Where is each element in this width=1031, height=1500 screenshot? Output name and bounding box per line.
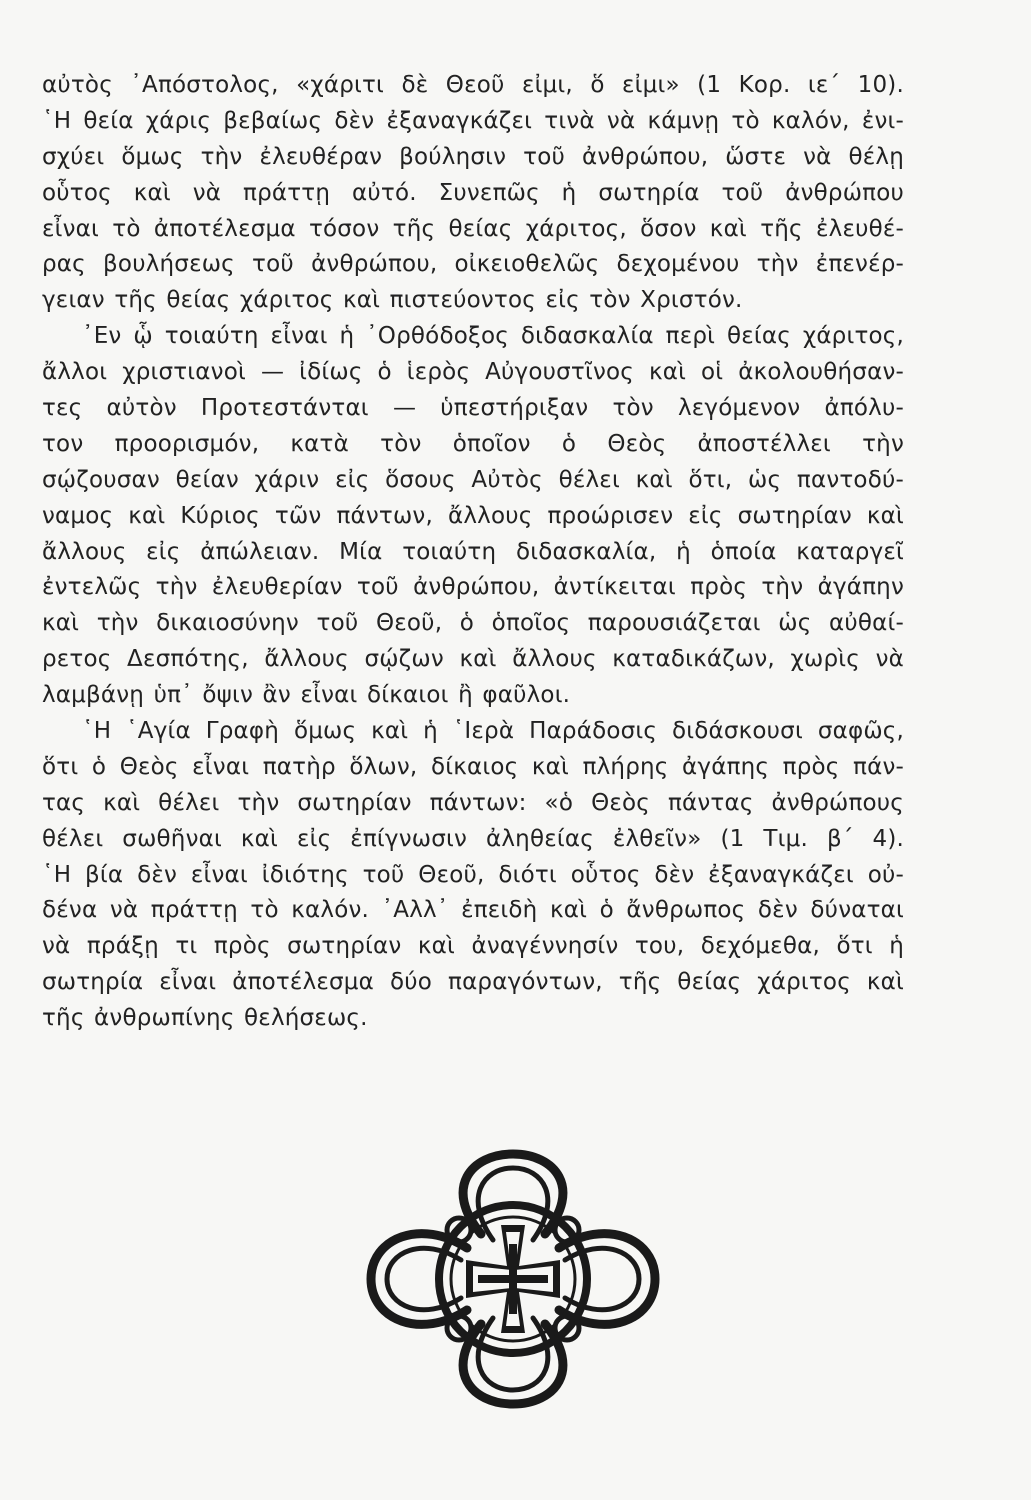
body-text [42, 68, 904, 1037]
text-line: τῆς ἀνθρωπίνης θελήσεως. [42, 1005, 368, 1032]
text-line: ῾Η ῾Αγία Γραφὴ ὅμως καὶ ἡ ῾Ιερὰ Παράδοσις διδάσκουσι σαφῶς, [82, 718, 904, 745]
text-line: ρας βουλήσεως τοῦ ἀνθρώπου, οἰκειοθελῶς δεχομένου τὴν ἐπενέρ- [42, 251, 904, 278]
text-line: ἄλλους εἰς ἀπώλειαν. Μία τοιαύτη διδασκαλία, ἡ ὁποία καταργεῖ [42, 538, 904, 565]
text-line: ᾿Εν ᾧ τοιαύτη εἶναι ἡ ᾿Ορθόδοξος διδασκαλία περὶ θείας χάριτος, [82, 323, 904, 350]
text-line: νὰ πράξῃ τι πρὸς σωτηρίαν καὶ ἀναγέννησίν του, δεχόμεθα, ὅτι ἡ [42, 933, 904, 960]
text-line: ναμος καὶ Κύριος τῶν πάντων, ἄλλους προώρισεν εἰς σωτηρίαν καὶ [42, 502, 904, 529]
text-line: σχύει ὅμως τὴν ἐλευθέραν βούλησιν τοῦ ἀνθρώπου, ὥστε νὰ θέλῃ [42, 143, 904, 170]
text-line: ἐντελῶς τὴν ἐλευθερίαν τοῦ ἀνθρώπου, ἀντίκειται πρὸς τὴν ἀγάπην [42, 574, 904, 601]
text-line: θέλει σωθῆναι καὶ εἰς ἐπίγνωσιν ἀληθείας ἐλθεῖν» (1 Τιμ. β΄ 4). [42, 825, 904, 852]
text-line: ῾Η βία δὲν εἶναι ἰδιότης τοῦ Θεοῦ, διότι οὗτος δὲν ἐξαναγκάζει οὐ- [42, 861, 904, 888]
cross-knot-ornament-icon [363, 1148, 663, 1410]
text-line: εἶναι τὸ ἀποτέλεσμα τόσον τῆς θείας χάριτος, ὅσον καὶ τῆς ἐλευθέ- [42, 215, 904, 242]
text-line: τες αὐτὸν Προτεστάνται — ὑπεστήριξαν τὸν λεγόμενον ἀπόλυ- [42, 395, 904, 422]
text-line: τον προορισμόν, κατὰ τὸν ὁποῖον ὁ Θεὸς ἀποστέλλει τὴν [42, 430, 904, 457]
text-line: γειαν τῆς θείας χάριτος καὶ πιστεύοντος εἰς τὸν Χριστόν. [42, 287, 743, 314]
text-line: αὐτὸς ᾿Απόστολος, «χάριτι δὲ Θεοῦ εἰμι, ὅ εἰμι» (1 Κορ. ιε΄ 10). [42, 72, 904, 98]
text-line: ῾Η θεία χάρις βεβαίως δὲν ἐξαναγκάζει τινὰ νὰ κάμνῃ τὸ καλόν, ἐνι- [42, 107, 904, 134]
text-line: ρετος Δεσπότης, ἄλλους σῴζων καὶ ἄλλους καταδικάζων, χωρὶς νὰ [42, 646, 904, 673]
text-line: ὅτι ὁ Θεὸς εἶναι πατὴρ ὅλων, δίκαιος καὶ πλήρης ἀγάπης πρὸς πάν- [42, 753, 904, 780]
text-line: οὗτος καὶ νὰ πράττῃ αὐτό. Συνεπῶς ἡ σωτηρία τοῦ ἀνθρώπου [42, 179, 904, 206]
paragraph-2 [42, 319, 904, 714]
text-line: δένα νὰ πράττῃ τὸ καλόν. ᾿Αλλ᾿ ἐπειδὴ καὶ ὁ ἄνθρωπος δὲν δύναται [42, 897, 904, 924]
text-line: λαμβάνῃ ὑπ᾿ ὄψιν ἂν εἶναι δίκαιοι ἢ φαῦλοι. [42, 682, 571, 709]
text-line: σωτηρία εἶναι ἀποτέλεσμα δύο παραγόντων, τῆς θείας χάριτος καὶ [42, 969, 904, 996]
text-line: σῴζουσαν θείαν χάριν εἰς ὅσους Αὐτὸς θέλει καὶ ὅτι, ὡς παντοδύ- [42, 466, 904, 493]
text-line: ἄλλοι χριστιανοὶ — ἰδίως ὁ ἱερὸς Αὐγουστῖνος καὶ οἱ ἀκολουθήσαν- [42, 359, 904, 386]
text-line: τας καὶ θέλει τὴν σωτηρίαν πάντων: «ὁ Θεὸς πάντας ἀνθρώπους [42, 789, 904, 816]
paragraph-3 [42, 714, 904, 1037]
text-line: καὶ τὴν δικαιοσύνην τοῦ Θεοῦ, ὁ ὁποῖος παρουσιάζεται ὡς αὐθαί- [42, 610, 904, 637]
paragraph-1 [42, 68, 904, 319]
